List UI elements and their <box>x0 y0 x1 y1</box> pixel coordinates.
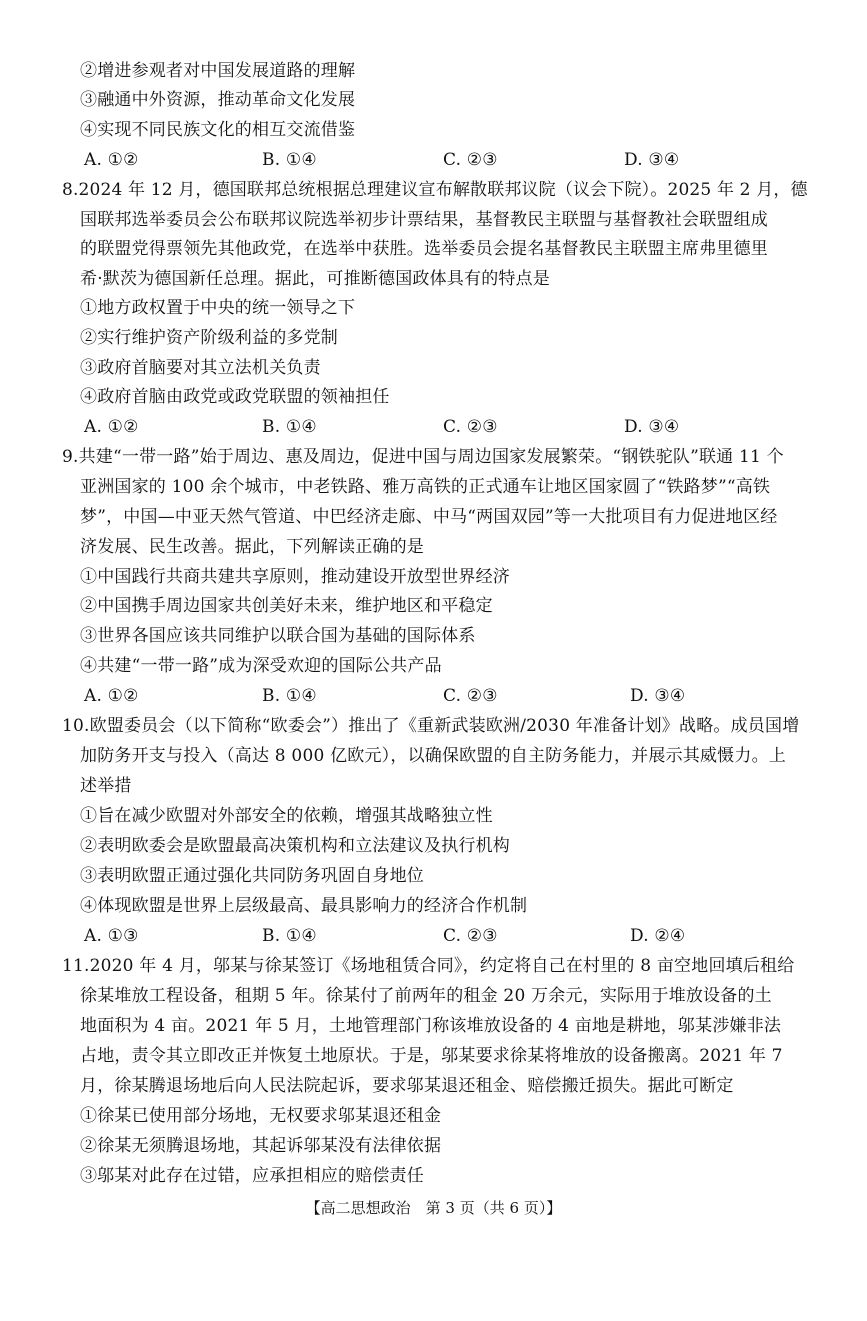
q8-item-3: ③政府首脑要对其立法机关负责 <box>80 358 321 378</box>
q9-item-4: ④共建“一带一路”成为深受欢迎的国际公共产品 <box>80 656 442 676</box>
q7-option-c: C. ②③ <box>443 150 498 170</box>
q8-option-b: B. ①④ <box>262 417 317 437</box>
q7-item-2: ②增进参观者对中国发展道路的理解 <box>80 61 356 81</box>
q11-item-2: ②徐某无须腾退场地，其起诉邬某没有法律依据 <box>80 1136 442 1156</box>
q11-item-3: ③邬某对此存在过错，应承担相应的赔偿责任 <box>80 1166 424 1186</box>
q8-option-d: D. ③④ <box>624 417 680 437</box>
q9-item-2: ②中国携手周边国家共创美好未来，维护地区和平稳定 <box>80 596 493 616</box>
q10-item-3: ③表明欧盟正通过强化共同防务巩固自身地位 <box>80 866 424 886</box>
q11-stem-line-3: 地面积为 4 亩。2021 年 5 月，土地管理部门称该堆放设备的 4 亩地是耕地，邬某涉嫌非法 <box>80 1016 782 1036</box>
q7-option-a: A. ①② <box>84 150 139 170</box>
q10-stem-line-1: 10.欧盟委员会（以下简称“欧委会”）推出了《重新武装欧洲/2030 年准备计划》战略。成员国增 <box>62 716 800 736</box>
q9-stem-line-3: 梦”，中国—中亚天然气管道、中巴经济走廊、中马“两国双园”等一大批项目有力促进地区经 <box>80 507 778 527</box>
q10-option-d: D. ②④ <box>630 926 686 946</box>
q9-stem-line-1: 9.共建“一带一路”始于周边、惠及周边，促进中国与周边国家发展繁荣。“钢铁驼队”联通 11 个 <box>62 447 784 467</box>
q9-option-a: A. ①② <box>84 686 139 706</box>
q8-stem-line-1: 8.2024 年 12 月，德国联邦总统根据总理建议宣布解散联邦议院（议会下院）。2025 年 2 月，德 <box>62 180 808 200</box>
q7-option-b: B. ①④ <box>262 150 317 170</box>
q11-stem-line-2: 徐某堆放工程设备，租期 5 年。徐某付了前两年的租金 20 万余元，实际用于堆放设备的土 <box>80 986 772 1006</box>
q10-option-c: C. ②③ <box>443 926 498 946</box>
q11-stem-line-5: 月，徐某腾退场地后向人民法院起诉，要求邬某退还租金、赔偿搬迁损失。据此可断定 <box>80 1076 734 1096</box>
q10-item-1: ①旨在减少欧盟对外部安全的依赖，增强其战略独立性 <box>80 806 493 826</box>
q8-item-2: ②实行维护资产阶级利益的多党制 <box>80 328 338 348</box>
q8-option-c: C. ②③ <box>443 417 498 437</box>
page-footer: 【高二思想政治 第 3 页（共 6 页）】 <box>305 1199 562 1217</box>
q11-stem-line-4: 占地，责令其立即改正并恢复土地原状。于是，邬某要求徐某将堆放的设备搬离。2021 年 7 <box>80 1046 783 1066</box>
q9-item-3: ③世界各国应该共同维护以联合国为基础的国际体系 <box>80 626 476 646</box>
q10-option-b: B. ①④ <box>262 926 317 946</box>
q8-stem-line-2: 国联邦选举委员会公布联邦议院选举初步计票结果，基督教民主联盟与基督教社会联盟组成 <box>80 210 768 230</box>
q9-stem-line-4: 济发展、民生改善。据此，下列解读正确的是 <box>80 537 424 557</box>
q8-stem-line-4: 希·默茨为德国新任总理。据此，可推断德国政体具有的特点是 <box>80 269 551 289</box>
q10-item-2: ②表明欧委会是欧盟最高决策机构和立法建议及执行机构 <box>80 836 510 856</box>
q8-stem-line-3: 的联盟党得票领先其他政党，在选举中获胜。选举委员会提名基督教民主联盟主席弗里德里 <box>80 239 768 259</box>
q10-stem-line-2: 加防务开支与投入（高达 8 000 亿欧元），以确保欧盟的自主防务能力，并展示其威慑力。上 <box>80 746 786 766</box>
q8-option-a: A. ①② <box>84 417 139 437</box>
q7-item-3: ③融通中外资源，推动革命文化发展 <box>80 90 356 110</box>
q11-stem-line-1: 11.2020 年 4 月，邬某与徐某签订《场地租赁合同》，约定将自己在村里的 8 亩空地回填后租给 <box>62 956 795 976</box>
q10-stem-line-3: 述举措 <box>80 776 132 796</box>
q9-option-c: C. ②③ <box>443 686 498 706</box>
q9-stem-line-2: 亚洲国家的 100 余个城市，中老铁路、雅万高铁的正式通车让地区国家圆了“铁路梦”“高铁 <box>80 477 771 497</box>
q9-option-d: D. ③④ <box>630 686 686 706</box>
q8-item-4: ④政府首脑由政党或政党联盟的领袖担任 <box>80 387 390 407</box>
q10-item-4: ④体现欧盟是世界上层级最高、最具影响力的经济合作机制 <box>80 896 528 916</box>
q9-item-1: ①中国践行共商共建共享原则，推动建设开放型世界经济 <box>80 567 510 587</box>
q7-option-d: D. ③④ <box>624 150 680 170</box>
q9-option-b: B. ①④ <box>262 686 317 706</box>
q10-option-a: A. ①③ <box>84 926 139 946</box>
q11-item-1: ①徐某已使用部分场地，无权要求邬某退还租金 <box>80 1106 442 1126</box>
q7-item-4: ④实现不同民族文化的相互交流借鉴 <box>80 120 356 140</box>
q8-item-1: ①地方政权置于中央的统一领导之下 <box>80 298 356 318</box>
